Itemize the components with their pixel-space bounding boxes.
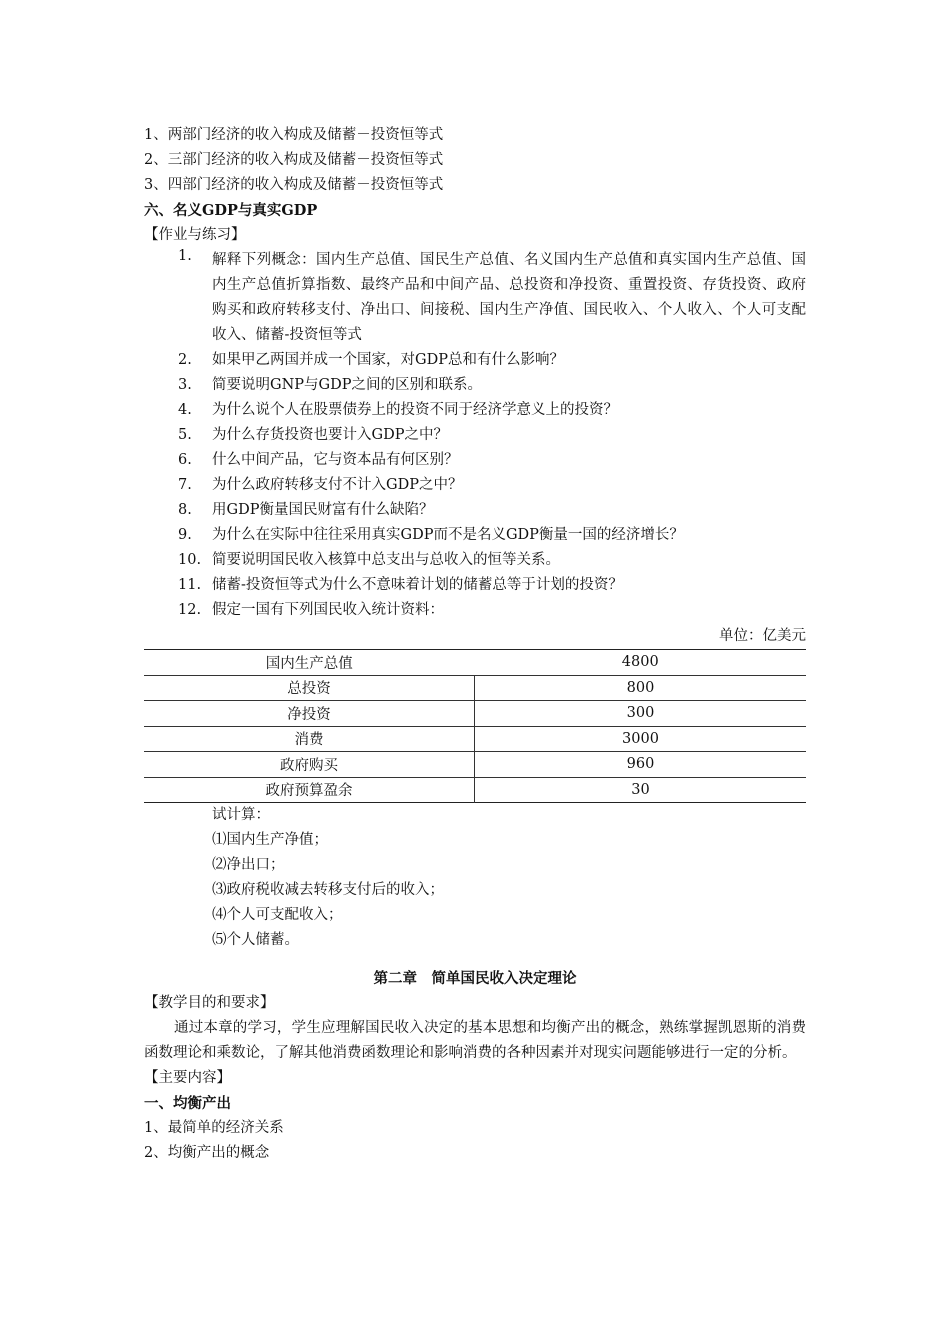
table-cell-label: 总投资 xyxy=(144,675,475,701)
exercise-item xyxy=(144,248,806,348)
exercise-text: 解释下列概念：国内生产总值、国民生产总值、名义国内生产总值和真实国内生产总值、国内生产总值折算指数、最终产品和中间产品、总投资和净投资、重置投资、存货投资、政府购买和政府转移支付、净出口、间接税、国内生产净值、国民收入、个人收入、个人可支配收入、储蓄-投资恒等式 xyxy=(212,252,806,343)
homework-heading: 【作业与练习】 xyxy=(144,227,246,243)
teaching-paragraph: 通过本章的学习，学生应理解国民收入决定的基本思想和均衡产出的概念，熟练掌握凯恩斯的消费函数理论和乘数论，了解其他消费函数理论和影响消费的各种因素并对现实问题能够进行一定的分析。 xyxy=(144,1020,806,1061)
section1-heading: 一、均衡产出 xyxy=(144,1095,231,1112)
exercise-text: 为什么说个人在股票债券上的投资不同于经济学意义上的投资？ xyxy=(212,402,618,418)
calc-item: ⑷个人可支配收入； xyxy=(212,907,343,923)
table-cell-label: 国内生产总值 xyxy=(144,650,475,676)
unit-label: 单位：亿美元 xyxy=(719,628,806,644)
section5-item: 1、两部门经济的收入构成及储蓄－投资恒等式 xyxy=(144,127,444,143)
exercise-text: 用GDP衡量国民财富有什么缺陷？ xyxy=(212,502,434,518)
section5-item: 3、四部门经济的收入构成及储蓄－投资恒等式 xyxy=(144,177,444,193)
section5-item: 2、三部门经济的收入构成及储蓄－投资恒等式 xyxy=(144,152,444,168)
calc-item: ⑸个人储蓄。 xyxy=(212,932,299,948)
exercise-item xyxy=(144,423,806,448)
section1-item: 1、最简单的经济关系 xyxy=(144,1120,284,1136)
table-cell-value: 300 xyxy=(475,701,807,727)
table-cell-value: 4800 xyxy=(475,650,807,676)
exercise-number: 11. xyxy=(178,577,202,593)
exercise-item xyxy=(144,473,806,498)
table-cell-label: 政府预算盈余 xyxy=(144,777,475,803)
section6-heading: 六、名义GDP与真实GDP xyxy=(144,202,318,219)
exercise-number: 2. xyxy=(178,352,192,368)
table-row xyxy=(144,675,806,701)
table-cell-label: 政府购买 xyxy=(144,752,475,778)
exercise-number: 10. xyxy=(178,552,202,568)
exercise-number: 9. xyxy=(178,527,192,543)
table-cell-label: 消费 xyxy=(144,726,475,752)
exercise-item xyxy=(144,598,806,623)
calc-item: ⑶政府税收减去转移支付后的收入； xyxy=(212,882,444,898)
table-cell-value: 960 xyxy=(475,752,807,778)
exercise-number: 1. xyxy=(178,248,192,264)
exercise-text: 如果甲乙两国并成一个国家，对GDP总和有什么影响？ xyxy=(212,352,564,368)
table-cell-value: 800 xyxy=(475,675,807,701)
table-row xyxy=(144,726,806,752)
exercise-text: 为什么在实际中往往采用真实GDP而不是名义GDP衡量一国的经济增长？ xyxy=(212,527,684,543)
exercise-number: 12. xyxy=(178,602,202,618)
exercise-item xyxy=(144,373,806,398)
teaching-heading: 【教学目的和要求】 xyxy=(144,995,275,1011)
exercise-number: 7. xyxy=(178,477,192,493)
calc-item: ⑴国内生产净值； xyxy=(212,832,328,848)
calc-item: ⑵净出口； xyxy=(212,857,285,873)
exercise-number: 4. xyxy=(178,402,192,418)
exercise-number: 6. xyxy=(178,452,192,468)
exercise-item xyxy=(144,573,806,598)
exercise-text: 假定一国有下列国民收入统计资料： xyxy=(212,602,444,618)
exercise-item xyxy=(144,448,806,473)
exercise-number: 5. xyxy=(178,427,192,443)
exercise-list xyxy=(144,248,806,623)
exercise-text: 简要说明GNP与GDP之间的区别和联系。 xyxy=(212,377,482,393)
table-cell-value: 3000 xyxy=(475,726,807,752)
exercise-item xyxy=(144,498,806,523)
table-row xyxy=(144,701,806,727)
income-statistics-table xyxy=(144,649,806,803)
calc-heading: 试计算： xyxy=(212,807,270,823)
table-cell-label: 净投资 xyxy=(144,701,475,727)
exercise-text: 为什么存货投资也要计入GDP之中？ xyxy=(212,427,448,443)
exercise-text: 简要说明国民收入核算中总支出与总收入的恒等关系。 xyxy=(212,552,560,568)
exercise-item xyxy=(144,523,806,548)
exercise-item xyxy=(144,548,806,573)
exercise-item xyxy=(144,398,806,423)
exercise-text: 什么中间产品，它与资本品有何区别？ xyxy=(212,452,459,468)
table-row xyxy=(144,650,806,676)
exercise-text: 为什么政府转移支付不计入GDP之中？ xyxy=(212,477,463,493)
exercise-number: 3. xyxy=(178,377,192,393)
chapter-title: 第二章 简单国民收入决定理论 xyxy=(373,970,577,987)
main-content-heading: 【主要内容】 xyxy=(144,1070,231,1086)
exercise-number: 8. xyxy=(178,502,192,518)
exercise-item xyxy=(144,348,806,373)
table-cell-value: 30 xyxy=(631,781,650,798)
table-row xyxy=(144,777,806,803)
document-page xyxy=(144,123,806,1166)
table-row xyxy=(144,752,806,778)
exercise-text: 储蓄-投资恒等式为什么不意味着计划的储蓄总等于计划的投资？ xyxy=(212,577,623,593)
section1-item: 2、均衡产出的概念 xyxy=(144,1145,270,1161)
